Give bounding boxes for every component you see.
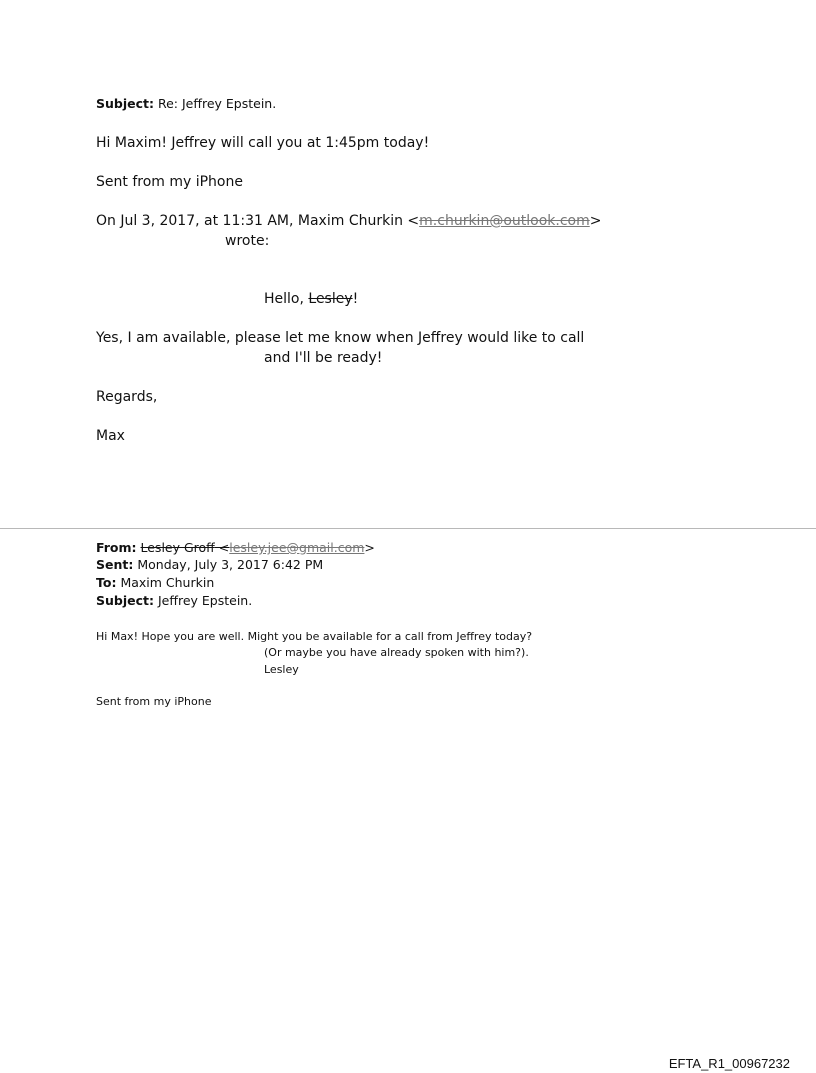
quoted-hello-name: Lesley [308, 291, 353, 307]
original-sent-label: Sent: [96, 557, 134, 572]
quote-intro-email: m.churkin@outlook.com [419, 213, 590, 229]
original-from-label: From: [96, 540, 137, 555]
original-from-email: lesley.jee@gmail.com [229, 540, 365, 555]
reply-subject-label: Subject: [96, 96, 154, 111]
original-from-name: Lesley Groff [140, 540, 215, 555]
reply-greeting: Hi Maxim! Jeffrey will call you at 1:45pm today! [96, 135, 430, 151]
quoted-regards: Regards, [96, 389, 158, 405]
original-to-label: To: [96, 575, 117, 590]
quote-intro-wrote: wrote: [225, 233, 270, 249]
original-to-value: Maxim Churkin [120, 575, 215, 590]
reply-subject-line [96, 96, 276, 111]
quoted-name: Max [96, 428, 125, 444]
original-subject-value: Jeffrey Epstein. [157, 593, 253, 608]
quoted-hello-suffix: ! [352, 291, 359, 307]
original-from-email-open: < [214, 540, 230, 555]
original-body-line-1: Hi Max! Hope you are well. Might you be available for a call from Jeffrey today? [96, 630, 533, 643]
original-to-line [96, 575, 214, 590]
original-subject-line [96, 593, 252, 608]
reply-signature: Sent from my iPhone [96, 174, 243, 190]
original-sent-value: Monday, July 3, 2017 6:42 PM [137, 557, 324, 572]
original-subject-label: Subject: [96, 593, 154, 608]
original-signature: Sent from my iPhone [96, 695, 212, 708]
quoted-hello-prefix: Hello, [264, 291, 309, 307]
original-from-line [96, 540, 375, 555]
quote-intro [96, 213, 601, 229]
quoted-hello [264, 291, 358, 307]
email-divider [0, 528, 816, 529]
original-from-email-close: > [364, 540, 375, 555]
original-body-line-2: (Or maybe you have already spoken with him?). [264, 646, 529, 659]
quote-intro-suffix: > [589, 213, 602, 229]
original-sent-line [96, 557, 323, 572]
document-id: EFTA_R1_00967232 [668, 1056, 790, 1071]
quoted-line-2: and I'll be ready! [264, 350, 383, 366]
quoted-line-1: Yes, I am available, please let me know when Jeffrey would like to call [96, 330, 585, 346]
quote-intro-prefix: On Jul 3, 2017, at 11:31 AM, Maxim Churkin < [96, 213, 420, 229]
reply-subject-value: Re: Jeffrey Epstein. [157, 96, 277, 111]
original-body-line-3: Lesley [264, 663, 299, 676]
